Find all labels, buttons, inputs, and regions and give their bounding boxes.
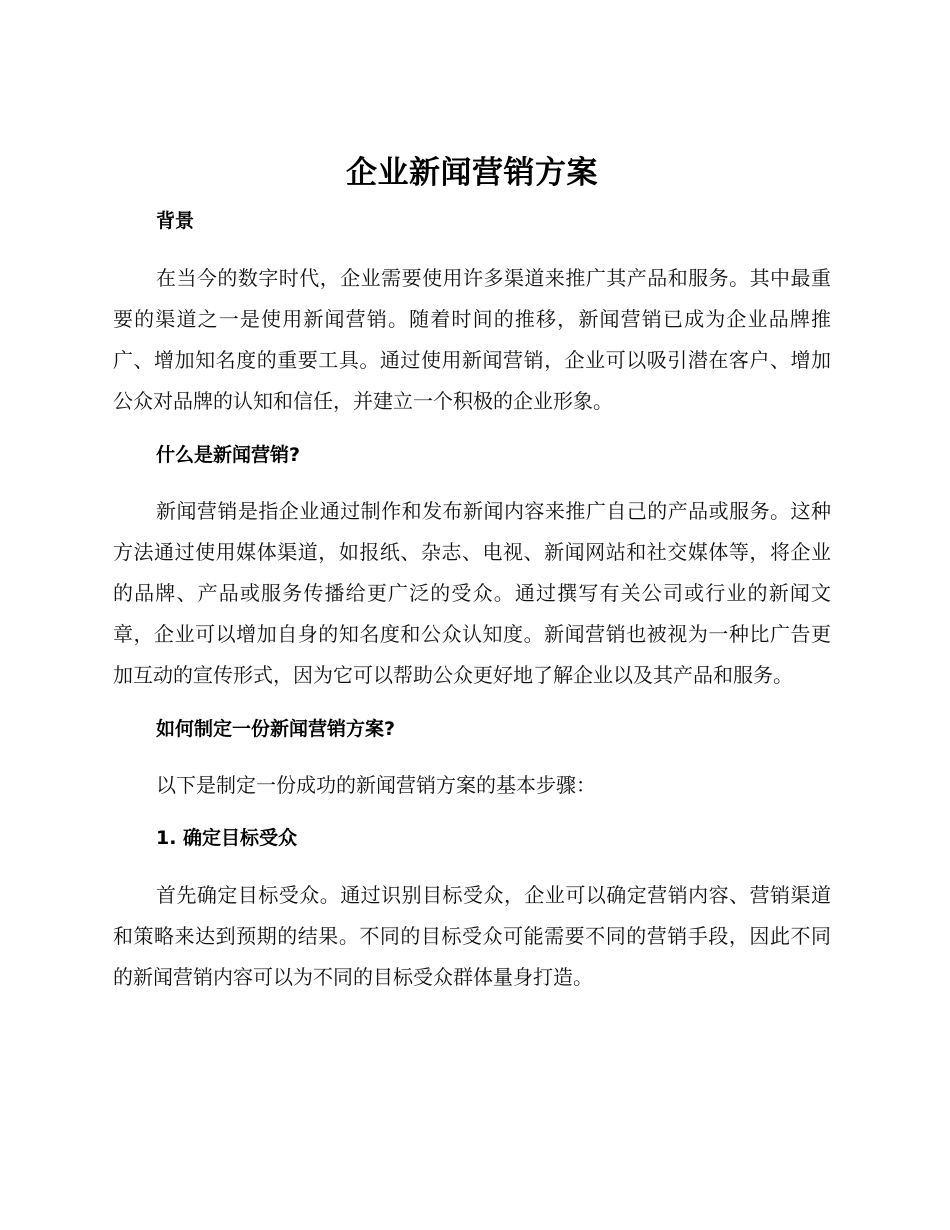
document-page [113,148,831,998]
section-paragraph-what-is-news-marketing: 新闻营销是指企业通过制作和发布新闻内容来推广自己的产品或服务。这种方法通过使用媒体渠道，如报纸、杂志、电视、新闻网站和社交媒体等，将企业的品牌、产品或服务传播给更广泛的受众。通过撰写有关公司或行业的新闻文章，企业可以增加自身的知名度和公众认知度。新闻营销也被视为一种比广告更加互动的宣传形式，因为它可以帮助公众更好地了解企业以及其产品和服务。 [113,499,831,687]
section-heading-step-1: 1. 确定目标受众 [156,827,298,849]
section-heading-background: 背景 [156,210,195,232]
section-heading-what-is-news-marketing: 什么是新闻营销? [156,444,301,466]
document-title: 企业新闻营销方案 [346,155,598,191]
section-paragraph-background: 在当今的数字时代，企业需要使用许多渠道来推广其产品和服务。其中最重要的渠道之一是使用新闻营销。随着时间的推移，新闻营销已成为企业品牌推广、增加知名度的重要工具。通过使用新闻营销，企业可以吸引潜在客户、增加公众对品牌的认知和信任，并建立一个积极的企业形象。 [113,266,831,413]
section-paragraph-how-to-plan: 以下是制定一份成功的新闻营销方案的基本步骤： [156,773,596,797]
section-heading-how-to-plan: 如何制定一份新闻营销方案? [156,718,396,740]
section-paragraph-step-1: 首先确定目标受众。通过识别目标受众，企业可以确定营销内容、营销渠道和策略来达到预期的结果。不同的目标受众可能需要不同的营销手段，因此不同的新闻营销内容可以为不同的目标受众群体量身打造。 [113,883,831,989]
